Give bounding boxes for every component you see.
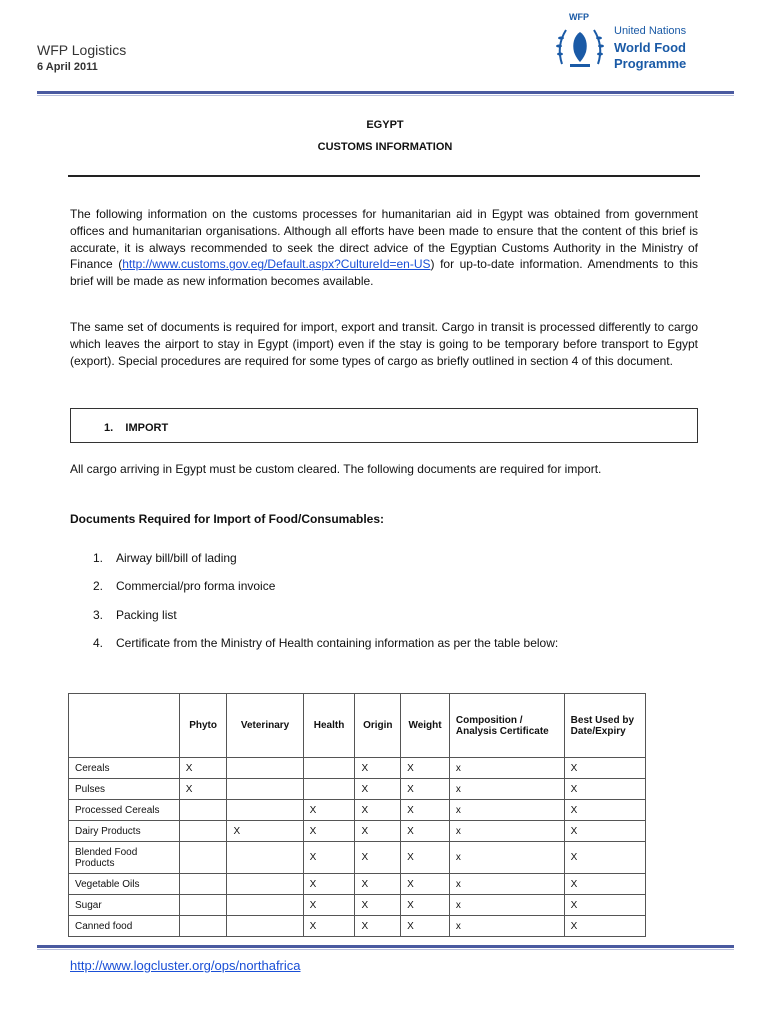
column-header: Origin [355,694,401,758]
table-cell: X [401,821,450,842]
table-cell: x [449,842,564,874]
table-cell [227,842,303,874]
wfp-logo [548,12,708,76]
table-cell: X [401,842,450,874]
table-cell: X [303,874,355,895]
wheat-wreath-emblem-icon [552,18,608,74]
table-cell: X [564,874,645,895]
table-cell [303,779,355,800]
table-cell: X [401,895,450,916]
page-subtitle: CUSTOMS INFORMATION [317,141,453,153]
table-cell [179,895,227,916]
table-cell: X [355,874,401,895]
list-item-number: 4. [93,636,104,650]
table-cell: x [449,779,564,800]
list-item-text: Packing list [116,608,177,622]
title-divider [68,175,700,177]
list-item [93,579,275,593]
logo-line2: World Food [614,40,686,55]
row-label: Cereals [69,758,180,779]
customs-authority-link[interactable]: http://www.customs.gov.eg/Default.aspx?CultureId=en-US [122,257,431,272]
table-cell: X [303,842,355,874]
table-cell: X [564,895,645,916]
section-number: 1. [104,422,114,434]
table-body [69,758,646,937]
header-divider [37,91,734,94]
table-header-row [69,694,646,758]
table-cell [227,800,303,821]
table-cell: X [303,821,355,842]
table-cell: X [179,779,227,800]
table-cell: X [355,800,401,821]
section-title: IMPORT [125,422,169,434]
intro-paragraph [70,206,698,290]
list-item-number: 2. [93,579,104,593]
table-cell: X [355,916,401,937]
table-cell: X [227,821,303,842]
logo-line1: United Nations [614,25,687,37]
table-cell: x [449,916,564,937]
table-cell [179,821,227,842]
list-item [93,551,237,565]
table-cell [179,874,227,895]
table-cell [227,916,303,937]
table-row [69,758,646,779]
import-text: All cargo arriving in Egypt must be custom cleared. The following documents are required for import. [70,462,602,476]
table-row [69,842,646,874]
table-cell [227,874,303,895]
table-cell: X [303,895,355,916]
logo-line3: Programme [614,56,687,71]
table-cell: X [355,842,401,874]
table-cell [179,842,227,874]
table-cell [227,758,303,779]
table-row [69,821,646,842]
logo-abbr: WFP [569,12,589,22]
table-cell: X [564,800,645,821]
table-cell: X [401,874,450,895]
column-header: Health [303,694,355,758]
table-cell: X [401,800,450,821]
header-org: WFP Logistics [37,42,127,58]
table-cell [179,800,227,821]
table-cell [227,779,303,800]
header-date: 6 April 2011 [37,61,98,73]
section-heading [104,422,168,434]
row-label: Blended Food Products [69,842,180,874]
table-cell: X [179,758,227,779]
list-item-text: Certificate from the Ministry of Health containing information as per the table below: [116,636,559,650]
documents-paragraph: The same set of documents is required for import, export and transit. Cargo in transit is processed differently to cargo which leaves the airport to stay in Egypt (import) even if the stay is going to be temporary before transport to Egypt (export). Special procedures are required for some types of cargo as briefly outlined in section 4 of this document. [70,320,698,368]
table-cell [227,895,303,916]
list-item-number: 1. [93,551,104,565]
table-cell: X [564,916,645,937]
table-cell: x [449,758,564,779]
footer-divider [37,945,734,948]
table-cell: x [449,821,564,842]
row-label: Sugar [69,895,180,916]
table-cell: X [564,842,645,874]
column-header: Veterinary [227,694,303,758]
page-title: EGYPT [366,119,404,131]
column-header: Phyto [179,694,227,758]
table-cell: X [401,916,450,937]
table-row [69,916,646,937]
table-cell: x [449,895,564,916]
table-cell: X [355,895,401,916]
table-row [69,800,646,821]
intro-text-end: ) for up-to-date information. Amendments to this brief will be made as new information becomes available. [70,257,698,289]
row-label: Processed Cereals [69,800,180,821]
footer-divider-thin [37,949,734,950]
footer-link[interactable]: http://www.logcluster.org/ops/northafrica [70,958,301,973]
table-row [69,779,646,800]
table-cell: X [564,758,645,779]
list-item [93,636,558,650]
row-label: Vegetable Oils [69,874,180,895]
table-cell [303,758,355,779]
table-cell: X [355,779,401,800]
table-cell: X [564,821,645,842]
row-label: Pulses [69,779,180,800]
table-cell: X [401,779,450,800]
row-label: Dairy Products [69,821,180,842]
intro-text-start: The following information on the customs processes for humanitarian aid in Egypt was obtained from government offices and humanitarian organisations. Although all efforts have been made to ensure that the content of this brief is accurate, it is always recommended to seek the direct advice of the Egyptian Customs Authority in the Ministry of Finance ( [70,207,698,272]
column-header: Composition / Analysis Certificate [449,694,564,758]
table-row [69,895,646,916]
table-cell: X [355,821,401,842]
table-cell: X [401,758,450,779]
table-cell: X [355,758,401,779]
table-row [69,874,646,895]
table-cell: x [449,800,564,821]
table-cell: X [303,800,355,821]
list-item [93,608,177,622]
table-cell: X [303,916,355,937]
column-header: Weight [401,694,450,758]
column-header [69,694,180,758]
table-cell [179,916,227,937]
table-cell: X [564,779,645,800]
documents-heading: Documents Required for Import of Food/Consumables: [70,512,385,526]
list-item-number: 3. [93,608,104,622]
table-cell: x [449,874,564,895]
row-label: Canned food [69,916,180,937]
list-item-text: Airway bill/bill of lading [116,551,237,565]
list-item-text: Commercial/pro forma invoice [116,579,276,593]
column-header: Best Used by Date/Expiry [564,694,645,758]
header-divider-thin [37,95,734,96]
certificate-table [68,693,646,937]
